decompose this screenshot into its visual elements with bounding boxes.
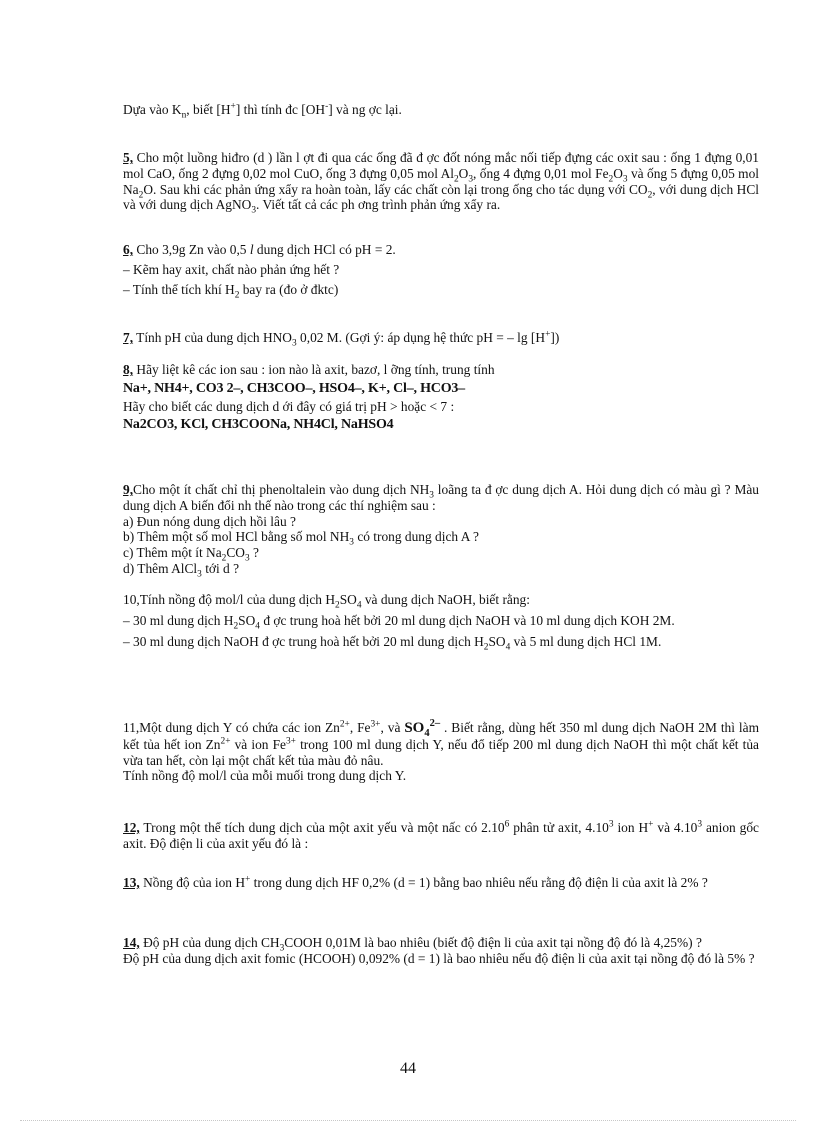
sub: 3 [429,490,434,501]
text: Trong một thể tích dung dịch của một axit yếu và một nấc có 2.10 [139,820,505,835]
text: Cho một luồng hiđro (d ) lần l ợt đi qua các ống đã đ ợc đốt nóng mắc nối tiếp đựng các oxit sau : ống 1 đựng 0,01 mol CaO, ống 2 đựng 0,02 mol CuO, ống 3 đựng 0,05 mol Al [123,150,759,181]
text: l [249,242,254,257]
question-14 [123,935,759,967]
text: Hãy liệt kê các ion sau : ion nào là axit, bazơ, l ỡng tính, trung tính [133,362,495,377]
text: , Fe [349,720,371,735]
text: Tính pH của dung dịch HNO [133,330,292,345]
question-5 [123,150,759,217]
sub: 2 [453,174,459,185]
text: SO [238,612,256,628]
sub: 3 [279,943,285,954]
text: 0,02 M. (Gợi ý: áp dụng hệ thức pH = – lg [H [296,330,546,345]
question-number: 9, [123,482,134,497]
text: và dung dịch NaOH, biết rằng: [361,592,530,607]
question-number: 14, [123,935,140,950]
sub: 2 [483,642,489,653]
sup: 2+ [220,736,231,747]
sub: 4 [505,642,511,653]
question-number: 5, [123,150,134,165]
text: ion H [613,820,649,835]
sub: 2 [234,290,240,301]
sub: n [181,110,187,121]
question-12 [123,820,759,852]
sup: 3 [608,819,614,830]
sup: 3+ [285,736,296,747]
text: đ ợc trung hoà hết bởi 20 ml dung dịch NaOH và 10 ml dung dịch KOH 2M. [259,612,675,628]
text: Cho một ít chất chỉ thị phenoltalein vào dung dịch NH [133,482,430,497]
question-number: 8, [123,362,134,377]
intro-line [123,101,759,121]
text: . Viết tất cả các ph ơng trình phản ứng xẩy ra. [256,197,501,213]
text: COOH 0,01M là bao nhiêu (biết độ điện li của axit tại nồng độ đó là 4,25%) ? [284,935,702,950]
text: – Tính thể tích khí H [123,281,235,297]
sub: 3 [622,174,628,185]
text: SO [488,633,506,649]
question-7 [123,329,759,349]
text: . Biết rằng, dùng hết 350 ml dung dịch NaOH 2M thì làm kết tủa hết ion Zn [123,720,759,752]
text: phân tử axit, 4.10 [509,820,609,835]
text: SO [404,720,425,736]
text: – 30 ml dung dịch NaOH đ ợc trung hoà hết bởi 20 ml dung dịch H [123,633,484,649]
text: , với dung dịch HCl và với dung dịch AgNO [123,181,759,213]
text: và 5 ml dung dịch HCl 1M. [510,633,662,649]
text: O [613,165,623,181]
sub: 3 [251,206,257,217]
text: d) Thêm AlCl [123,560,198,576]
sub: 3 [291,338,297,349]
sup: 6 [504,819,510,830]
text: SO [339,592,357,607]
sup: 3+ [370,719,381,730]
text: trong dung dịch HF 0,2% (d = 1) bằng bao nhiêu nếu rằng độ điện li của axit là 2% ? [250,875,708,890]
question-13 [123,875,759,891]
text: CO [226,545,245,561]
sup: + [245,874,251,885]
sub: 4 [424,728,430,739]
sub: 2 [138,190,144,201]
text: tới d ? [201,560,240,576]
text: O [458,165,469,181]
salt-list: Na2CO3, KCl, CH3COONa, NH4Cl, NaHSO4 [123,417,394,433]
text: Nồng độ của ion H [139,875,245,890]
sub: 2 [608,174,614,185]
sub: 3 [349,538,354,549]
footer-divider [20,1120,796,1121]
question-10 [123,592,759,653]
text: có trong dung dịch A ? [353,529,479,545]
text: ? [249,545,259,561]
sup: 3 [697,819,703,830]
sub: 3 [197,569,202,580]
sup: + [230,101,236,112]
question-9 [123,482,759,580]
question-6-part-a: – Kẽm hay axit, chất nào phản ứng hết ? [123,261,340,277]
text: , biết [H [186,102,231,117]
text: loãng ta đ ợc dung dịch A. Hỏi dung dịch có màu gì ? Màu dung dịch A biến đổi nh thế nào trong các thí nghiệm sau : [123,482,759,513]
text: c) Thêm một ít Na [123,545,222,561]
question-11 [123,720,759,784]
text: – 30 ml dung dịch H [123,612,234,628]
sub: 2 [221,553,227,564]
question-number: 7, [123,330,134,345]
text: 10,Tính nồng độ mol/l của dung dịch H [123,592,335,607]
text: anion gốc axit. Độ điện li của axit yếu đó là : [123,820,759,851]
sub: 4 [255,621,260,632]
text: , ống 4 đựng 0,01 mol Fe [473,165,609,181]
text: b) Thêm một số mol HCl bằng số mol NH [123,529,350,545]
sup: + [545,329,551,340]
sub: 4 [356,600,362,611]
page-number: 44 [400,1060,416,1077]
ion-list: Na+, NH4+, CO3 2–, CH3COO–, HSO4–, K+, Cl–, HCO3– [123,380,465,396]
text: bay ra (đo ở đktc) [239,281,339,297]
text: trong 100 ml dung dịch Y, nếu đổ tiếp 200 ml dung dịch NaOH thì một chất kết tủa vừa tan hết, còn lại một chất kết tủa màu đỏ nâu. [123,736,759,768]
sub: 3 [468,174,474,185]
text: , và [380,720,405,735]
text: dung dịch HCl có pH = 2. [253,242,396,257]
text: Độ pH của dung dịch axit fomic (HCOOH) 0,092% (d = 1) là bao nhiêu nếu độ điện li của axit tại nồng độ đó là 5% ? [123,950,755,966]
text: ]) [550,330,560,345]
sup: 2– [429,718,441,729]
text: ] thì tính đc [OH [235,102,326,117]
question-9-part-a: a) Đun nóng dung dịch hồi lâu ? [123,513,296,529]
sup: - [325,101,329,112]
question-number: 13, [123,875,140,890]
text: Tính nồng độ mol/l của mỗi muối trong dung dịch Y. [123,768,407,784]
text: Hãy cho biết các dung dịch d ới đây có giá trị pH > hoặc < 7 : [123,398,455,414]
sub: 2 [233,621,239,632]
text: Độ pH của dung dịch CH [139,935,280,950]
sub: 2 [647,190,653,201]
text: và ion Fe [230,736,286,752]
text: 11,Một dung dịch Y có chứa các ion Zn [123,720,340,735]
text: Dựa vào K [123,102,182,117]
sub: 3 [244,553,250,564]
question-8 [123,362,759,433]
text: O. Sau khi các phản ứng xẩy ra hoàn toàn, lấy các chất còn lại trong ống cho tác dụng với CO [143,181,648,197]
sup: 2+ [339,719,350,730]
text: và ống 5 đựng 0,05 mol Na [123,165,759,197]
question-6 [123,242,759,301]
sup: + [648,819,654,830]
text: và 4.10 [653,820,698,835]
question-number: 6, [123,242,134,257]
question-number: 12, [123,820,140,835]
sub: 2 [335,600,340,611]
text: Cho 3,9g Zn vào 0,5 [133,242,250,257]
text: ] và ng ợc lại. [328,102,402,117]
